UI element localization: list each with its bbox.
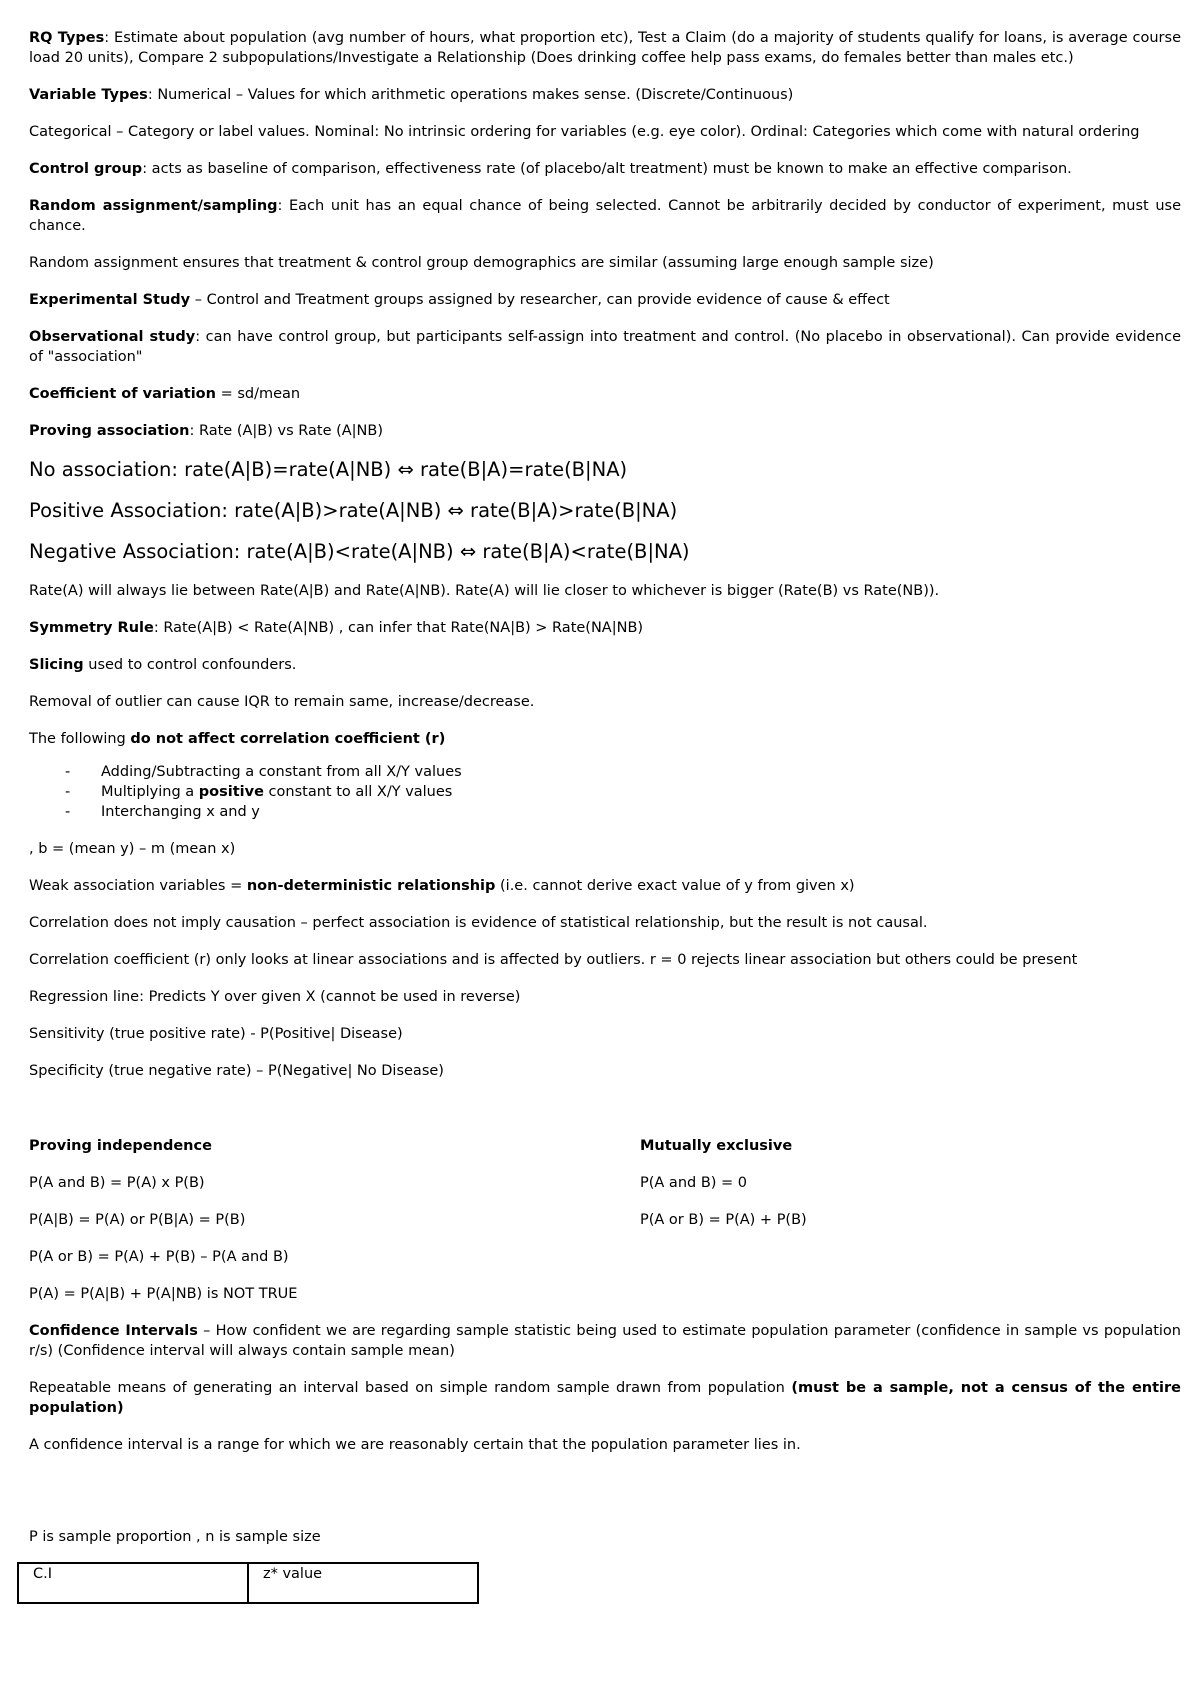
rq-types-paragraph: [29, 28, 1181, 68]
repeatable-means-paragraph: [29, 1378, 1181, 1418]
table-row: [18, 1563, 478, 1603]
list-item: - Adding/Subtracting a constant from all X/Y values: [29, 762, 1181, 782]
control-group-paragraph: [29, 159, 1181, 179]
slicing-text: used to control confounders.: [83, 657, 297, 673]
mutually-exclusive-line: P(A and B) = 0: [640, 1175, 748, 1191]
rq-types-text: : Estimate about population (avg number of hours, what proportion etc), Test a Claim (do a majority of students qualify for loans, is average course load 20 units), Compare 2 subpopulations/Investigate a Relationship (Does drinking coffee help pass exams, do females better than males etc.): [29, 30, 1181, 66]
specificity-paragraph: Specificity (true negative rate) – P(Negative| No Disease): [29, 1063, 444, 1079]
experimental-study-text: – Control and Treatment groups assigned by researcher, can provide evidence of cause & effect: [190, 292, 890, 308]
probability-columns: [29, 1136, 1181, 1321]
independence-heading: [29, 1136, 640, 1156]
correlation-linear-paragraph: Correlation coefficient (r) only looks at linear associations and is affected by outliers. r = 0 rejects linear association but others could be present: [29, 952, 1078, 968]
ci-table: [17, 1562, 479, 1604]
rate-a-note: Rate(A) will always lie between Rate(A|B) and Rate(A|NB). Rate(A) will lie closer to whichever is bigger (Rate(B) vs Rate(NB)).: [29, 583, 940, 599]
weak-association-bold: non-deterministic relationship: [246, 878, 496, 894]
experimental-study-paragraph: [29, 290, 1181, 310]
categorical-paragraph: Categorical – Category or label values. Nominal: No intrinsic ordering for variables (e.g. eye color). Ordinal: Categories which come with natural ordering: [29, 124, 1140, 140]
positive-association-formula: Positive Association: rate(A|B)>rate(A|NB) ⇔ rate(B|A)>rate(B|NA): [29, 499, 678, 522]
independence-line: P(A and B) = P(A) x P(B): [29, 1175, 205, 1191]
rq-types-label: RQ Types: [29, 30, 105, 46]
proving-association-label: Proving association: [29, 423, 190, 439]
mutually-exclusive-heading-text: Mutually exclusive: [640, 1138, 793, 1154]
confidence-intervals-text: – How confident we are regarding sample statistic being used to estimate population parameter (confidence in sample vs population r/s) (Confidence interval will always contain sample mean): [29, 1323, 1181, 1359]
symmetry-rule-label: Symmetry Rule: [29, 620, 154, 636]
ci-table-header-ci: C.I: [18, 1563, 248, 1603]
observational-study-text: : can have control group, but participants self-assign into treatment and control. (No placebo in observational). Can provide evidence of "association": [29, 329, 1181, 365]
independence-line: P(A) = P(A|B) + P(A|NB) is NOT TRUE: [29, 1286, 298, 1302]
negative-association-formula: Negative Association: rate(A|B)<rate(A|NB) ⇔ rate(B|A)<rate(B|NA): [29, 540, 690, 563]
weak-association-prefix: Weak association variables =: [29, 878, 247, 894]
outlier-note: Removal of outlier can cause IQR to remain same, increase/decrease.: [29, 694, 535, 710]
observational-study-label: Observational study: [29, 329, 196, 345]
weak-association-paragraph: [29, 876, 1181, 896]
slicing-paragraph: [29, 655, 1181, 675]
correlation-heading-prefix: The following: [29, 731, 131, 747]
weak-association-suffix: (i.e. cannot derive exact value of y from given x): [495, 878, 855, 894]
ci-table-header-z: z* value: [248, 1563, 478, 1603]
repeatable-means-prefix: Repeatable means of generating an interval based on simple random sample drawn from population: [29, 1380, 792, 1396]
variable-types-paragraph: [29, 85, 1181, 105]
independence-heading-text: Proving independence: [29, 1138, 212, 1154]
correlation-causation-paragraph: Correlation does not imply causation – perfect association is evidence of statistical relationship, but the result is not causal.: [29, 915, 928, 931]
coefficient-of-variation-label: Coefficient of variation: [29, 386, 216, 402]
random-assignment-paragraph: [29, 196, 1181, 236]
observational-study-paragraph: [29, 327, 1181, 367]
list-item: [29, 782, 1181, 802]
list-item-prefix: Multiplying a: [101, 784, 199, 800]
correlation-heading: [29, 729, 1181, 749]
intercept-formula: , b = (mean y) – m (mean x): [29, 841, 236, 857]
variable-types-label: Variable Types: [29, 87, 148, 103]
independence-line: P(A or B) = P(A) + P(B) – P(A and B): [29, 1249, 289, 1265]
section-spacer: [29, 1472, 1181, 1527]
correlation-list: [29, 762, 1181, 822]
sample-note: P is sample proportion , n is sample size: [29, 1529, 321, 1545]
list-item-bold: positive: [198, 784, 264, 800]
proving-association-paragraph: [29, 421, 1181, 441]
experimental-study-label: Experimental Study: [29, 292, 191, 308]
list-item: - Interchanging x and y: [29, 802, 1181, 822]
mutually-exclusive-column: [640, 1136, 1181, 1321]
random-assignment-label: Random assignment/sampling: [29, 198, 278, 214]
variable-types-text: : Numerical – Values for which arithmetic operations makes sense. (Discrete/Continuous): [147, 87, 794, 103]
list-item-suffix: constant to all X/Y values: [263, 784, 453, 800]
no-association-formula: No association: rate(A|B)=rate(A|NB) ⇔ rate(B|A)=rate(B|NA): [29, 458, 628, 481]
independence-line: P(A|B) = P(A) or P(B|A) = P(B): [29, 1212, 246, 1228]
control-group-text: : acts as baseline of comparison, effectiveness rate (of placebo/alt treatment) must be known to make an effective comparison.: [142, 161, 1072, 177]
random-assignment-text: : Each unit has an equal chance of being selected. Cannot be arbitrarily decided by conductor of experiment, must use chance.: [29, 198, 1182, 234]
proving-association-text: : Rate (A|B) vs Rate (A|NB): [189, 423, 384, 439]
mutually-exclusive-line: P(A or B) = P(A) + P(B): [640, 1212, 807, 1228]
random-assignment-note: Random assignment ensures that treatment & control group demographics are similar (assuming large enough sample size): [29, 255, 934, 271]
ci-definition-paragraph: A confidence interval is a range for which we are reasonably certain that the population parameter lies in.: [29, 1437, 801, 1453]
symmetry-rule-paragraph: [29, 618, 1181, 638]
coefficient-of-variation-text: = sd/mean: [215, 386, 301, 402]
independence-column: [29, 1136, 640, 1321]
slicing-label: Slicing: [29, 657, 84, 673]
section-spacer: [29, 1098, 1181, 1136]
coefficient-of-variation-paragraph: [29, 384, 1181, 404]
confidence-intervals-label: Confidence Intervals: [29, 1323, 198, 1339]
control-group-label: Control group: [29, 161, 143, 177]
correlation-heading-bold: do not affect correlation coefficient (r): [130, 731, 446, 747]
sensitivity-paragraph: Sensitivity (true positive rate) - P(Positive| Disease): [29, 1026, 403, 1042]
confidence-intervals-paragraph: [29, 1321, 1181, 1361]
repeatable-means-bold: (must be a sample, not a census of the entire population): [29, 1380, 1181, 1416]
document-page: [29, 28, 1181, 1604]
regression-line-paragraph: Regression line: Predicts Y over given X (cannot be used in reverse): [29, 989, 521, 1005]
symmetry-rule-text: : Rate(A|B) < Rate(A|NB) , can infer that Rate(NA|B) > Rate(NA|NB): [153, 620, 644, 636]
mutually-exclusive-heading: [640, 1136, 1181, 1156]
